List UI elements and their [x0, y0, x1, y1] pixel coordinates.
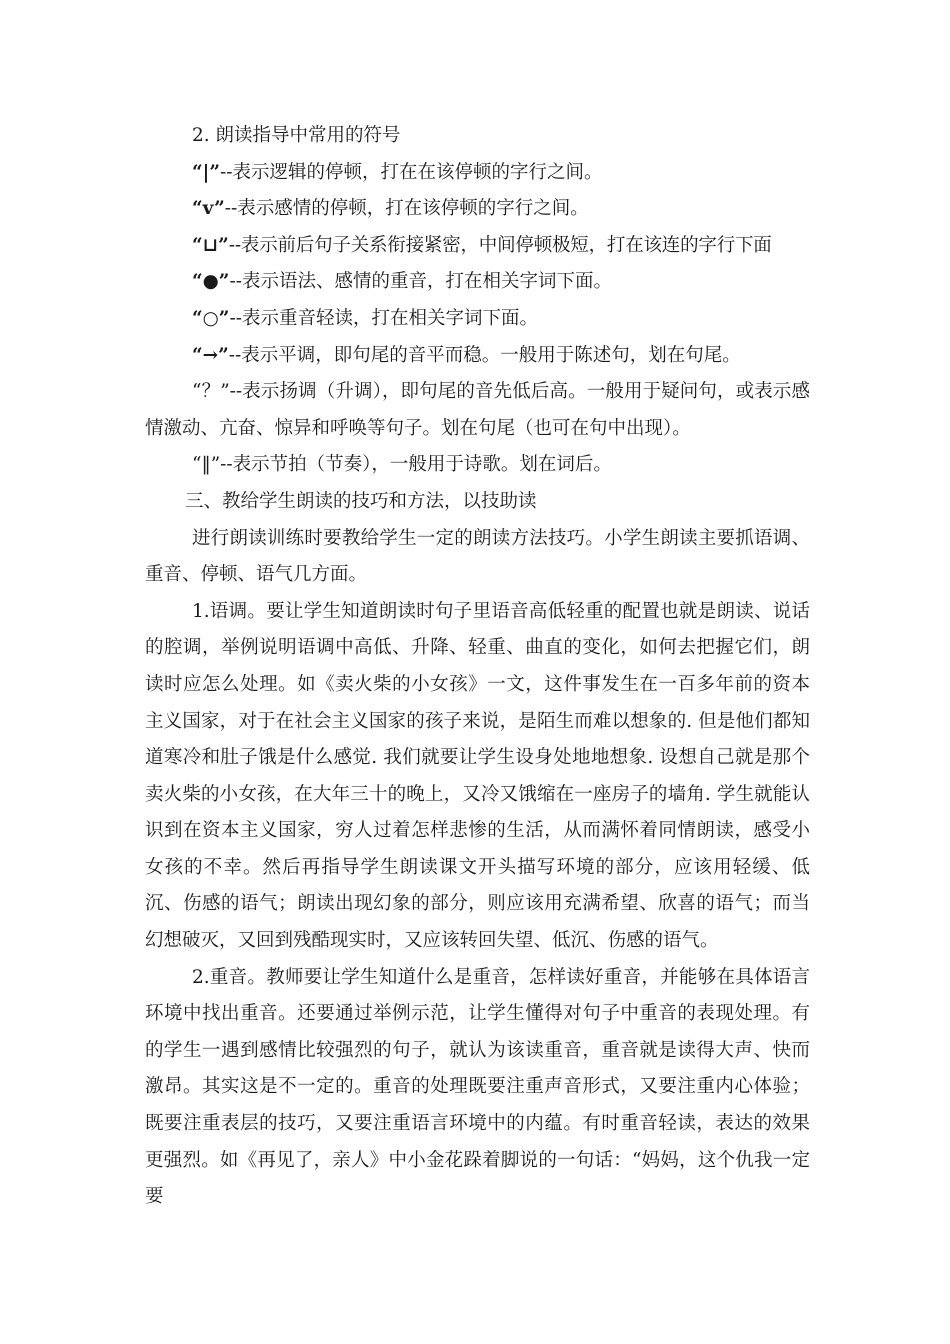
symbol-mark: “●”: [192, 271, 230, 293]
paragraph-intro: 进行朗读训练时要教给学生一定的朗读方法技巧。小学生朗读主要抓语调、重音、停顿、语气几方面。: [145, 527, 810, 586]
symbol-mark: “|”: [192, 161, 221, 183]
subheading-symbols: 2. 朗读指导中常用的符号: [192, 125, 401, 146]
symbol-beat-paragraph: “‖”--表示节拍（节奏），一般用于诗歌。划在词后。: [192, 454, 612, 476]
symbol-desc: --表示逻辑的停顿，打在在该停顿的字行之间。: [220, 161, 603, 183]
symbol-line-flat-tone: [145, 338, 810, 375]
document-page: [145, 118, 810, 1216]
symbol-mark: “○”: [192, 307, 230, 329]
symbol-mark: “→”: [192, 344, 229, 366]
symbol-desc: --表示平调，即句尾的音平而稳。一般用于陈述句，划在句尾。: [228, 344, 741, 366]
symbol-mark: “⊔”: [192, 234, 229, 256]
symbol-rise-paragraph: “？”--表示扬调（升调），即句尾的音先低后高。一般用于疑问句，或表示感情激动、亢奋、惊异和呼唤等句子。划在句尾（也可在句中出现）。: [145, 381, 810, 439]
symbol-desc: --表示重音轻读，打在相关字词下面。: [229, 307, 538, 329]
symbol-desc: --表示语法、感情的重音，打在相关字词下面。: [229, 271, 612, 293]
symbol-line-pause-emotion: [145, 191, 810, 228]
section-heading-3: 三、教给学生朗读的技巧和方法，以技助读: [185, 490, 537, 512]
paragraph-stress: 2.重音。教师要让学生知道什么是重音，怎样读好重音，并能够在具体语言环境中找出重音。还要通过举例示范，让学生懂得对句子中重音的表现处理。有的学生一遇到感情比较强烈的句子，就认为该读重音，重音就是读得大声、快而激昂。其实这是不一定的。重音的处理既要注重声音形式，又要注重内心体验；既要注重表层的技巧，又要注重语言环境中的内蕴。有时重音轻读，表达的效果更强烈。如《再见了，亲人》中小金花跺着脚说的一句话：“妈妈，这个仇我一定要: [145, 966, 810, 1208]
symbol-line-stress: [145, 264, 810, 301]
symbol-mark: “v”: [192, 198, 225, 220]
symbol-line-light-stress: [145, 301, 810, 338]
symbol-desc: --表示前后句子关系衔接紧密，中间停顿极短，打在该连的字行下面: [228, 234, 772, 256]
symbol-line-link: [145, 228, 810, 265]
symbol-desc: --表示感情的停顿，打在该停顿的字行之间。: [224, 198, 589, 220]
paragraph-tone: 1.语调。要让学生知道朗读时句子里语音高低轻重的配置也就是朗读、说话的腔调，举例说明语调中高低、升降、轻重、曲直的变化，如何去把握它们，朗读时应怎么处理。如《卖火柴的小女孩》一文，这件事发生在一百多年前的资本主义国家，对于在社会主义国家的孩子来说，是陌生而难以想象的. 但是他们都知道寒冷和肚子饿是什么感觉. 我们就要让学生设身处地地想象. 设想自己就是那个卖火柴的小女孩，在大年三十的晚上，又冷又饿缩在一座房子的墙角. 学生就能认识到在资本主义国家，穷人过着怎样悲惨的生活，从而满怀着同情朗读，感受小女孩的不幸。然后再指导学生朗读课文开头描写环境的部分，应该用轻缓、低沉、伤感的语气；朗读出现幻象的部分，则应该用充满希望、欣喜的语气；而当幻想破灭，又回到残酷现实时，又应该转回失望、低沉、伤感的语气。: [145, 600, 810, 952]
symbol-line-pause-logic: [145, 155, 810, 192]
